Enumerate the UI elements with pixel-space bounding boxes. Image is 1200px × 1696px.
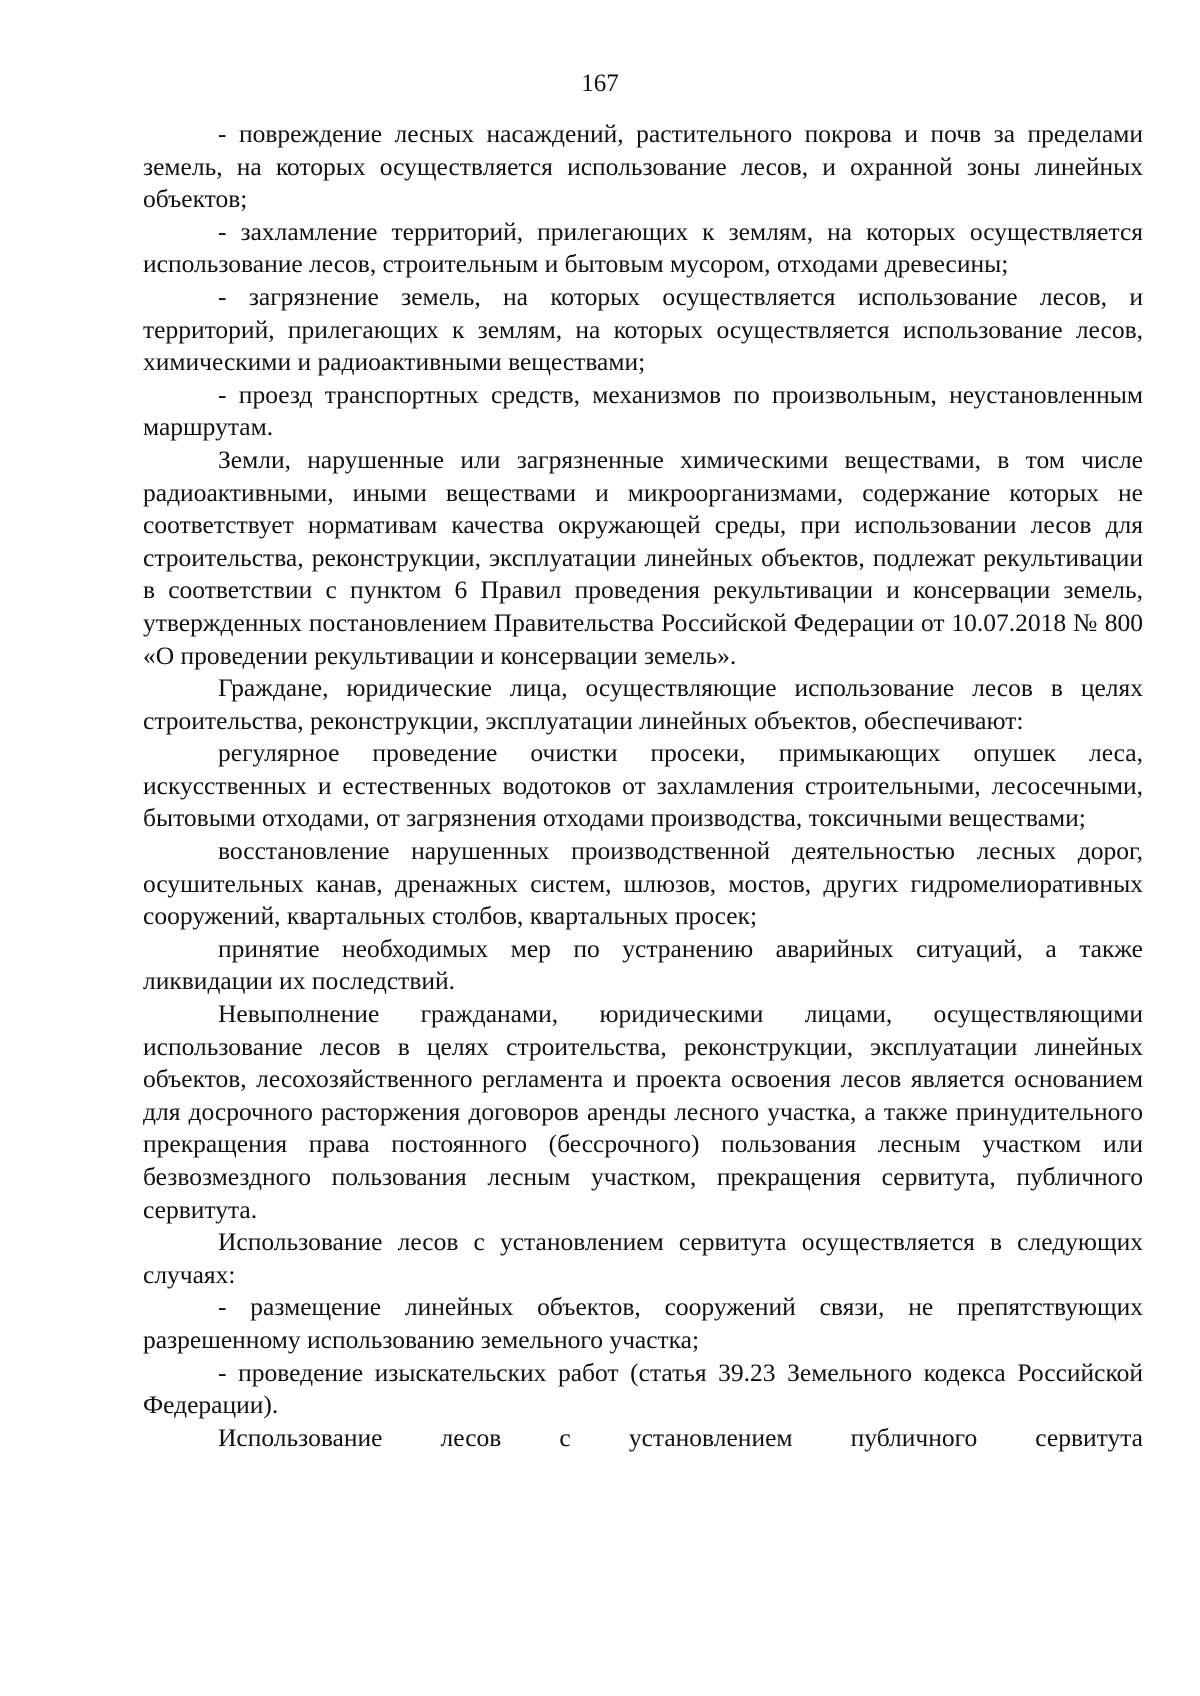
paragraph-linear-objects-placement: - размещение линейных объектов, сооружений связи, не препятствующих разрешенному использованию земельного участка; <box>143 1292 1143 1354</box>
page-number: 167 <box>581 70 619 97</box>
paragraph-citizens-provide: Граждане, юридические лица, осуществляющие использование лесов в целях строительства, реконструкции, эксплуатации линейных объектов, обеспечивают: <box>143 673 1143 735</box>
paragraph-littering: - захламление территорий, прилегающих к землям, на которых осуществляется использование лесов, строительным и бытовым мусором, отходами древесины; <box>143 216 1143 279</box>
paragraph-emergency-measures: принятие необходимых мер по устранению аварийных ситуаций, а также ликвидации их последствий. <box>143 933 1143 996</box>
paragraph-public-servitude: Использование лесов с установлением публичного сервитута <box>218 1422 1143 1452</box>
paragraph-regular-cleaning: регулярное проведение очистки просеки, примыкающих опушек леса, искусственных и естественных водотоков от захламления строительными, лесосечными, бытовыми отходами, от загрязнения отходами производства, токсичными веществами; <box>143 738 1143 833</box>
paragraph-vehicle-passage: - проезд транспортных средств, механизмов по произвольным, неустановленным маршрутам. <box>143 379 1143 442</box>
paragraph-non-compliance: Невыполнение гражданами, юридическими лицами, осуществляющими использование лесов в целях строительства, реконструкции, эксплуатации линейных объектов, лесохозяйственного регламента и проекта освоения лесов является основанием для досрочного расторжения договоров аренды лесного участка, а также принудительного прекращения права постоянного (бессрочного) пользования лесным участком или безвозмездного пользования лесным участком, прекращения сервитута, публичного сервитута. <box>143 999 1143 1224</box>
paragraph-land-recultivation: Земли, нарушенные или загрязненные химическими веществами, в том числе радиоактивными, иными веществами и микроорганизмами, содержание которых не соответствует нормативам качества окружающей среды, при использовании лесов для строительства, реконструкции, эксплуатации линейных объектов, подлежат рекультивации в соответствии с пунктом 6 Правил проведения рекультивации и консервации земель, утвержденных постановлением Правительства Российской Федерации от 10.07.2018 № 800 «О проведении рекультивации и консервации земель». <box>143 444 1143 670</box>
paragraph-damage-plantings: - повреждение лесных насаждений, растительного покрова и почв за пределами земель, на которых осуществляется использование лесов, и охранной зоны линейных объектов; <box>143 119 1143 214</box>
document-body <box>143 118 1143 1454</box>
paragraph-contamination: - загрязнение земель, на которых осуществляется использование лесов, и территорий, прилегающих к землям, на которых осуществляется использование лесов, химическими и радиоактивными веществами; <box>143 281 1143 377</box>
paragraph-restoration: восстановление нарушенных производственной деятельностью лесных дорог, осушительных канав, дренажных систем, шлюзов, мостов, других гидромелиоративных сооружений, квартальных столбов, квартальных просек; <box>143 836 1143 931</box>
paragraph-survey-works: - проведение изыскательских работ (статья 39.23 Земельного кодекса Российской Федерации). <box>143 1357 1143 1420</box>
paragraph-servitude-cases: Использование лесов с установлением сервитута осуществляется в следующих случаях: <box>143 1227 1143 1289</box>
